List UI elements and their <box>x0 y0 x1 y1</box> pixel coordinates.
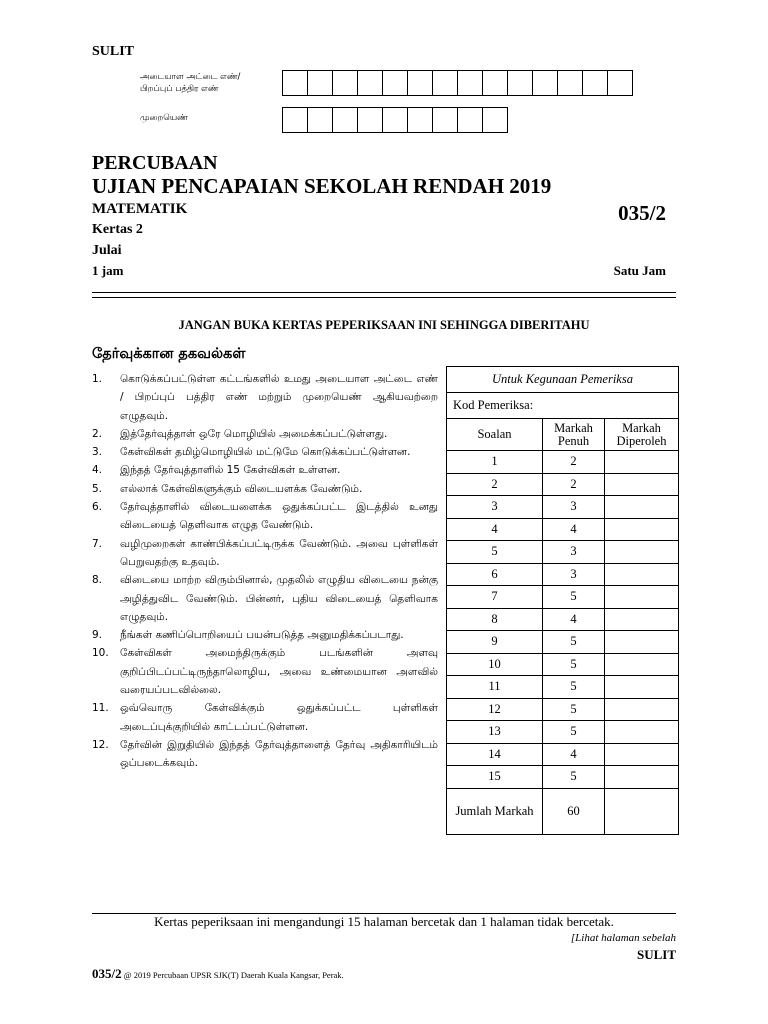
index-number-label: முறையெண் <box>140 113 188 123</box>
full-mark: 3 <box>543 496 605 519</box>
obtained-mark-cell[interactable] <box>605 743 679 766</box>
id-number-label-line1: அடையாள அட்டை எண்/ <box>140 72 241 82</box>
full-mark: 4 <box>543 608 605 631</box>
mark-row <box>447 608 679 631</box>
footer-copyright <box>92 966 344 982</box>
instruction-text: தேர்வின் இறுதியில் இந்தத் தேர்வுத்தாளைத் தேர்வு அதிகாரியிடம் ஒப்படைக்கவும். <box>120 738 438 770</box>
mark-row <box>447 451 679 474</box>
obtained-mark-cell[interactable] <box>605 698 679 721</box>
index-number-box[interactable] <box>282 107 308 133</box>
id-number-box[interactable] <box>457 70 483 96</box>
question-number: 3 <box>447 496 543 519</box>
id-number-box[interactable] <box>407 70 433 96</box>
mark-row <box>447 676 679 699</box>
question-number: 7 <box>447 586 543 609</box>
id-number-box[interactable] <box>507 70 533 96</box>
id-number-box[interactable] <box>532 70 558 96</box>
mark-row <box>447 721 679 744</box>
instruction-text: இந்தத் தேர்வுத்தாளில் 15 கேள்விகள் உள்ளன. <box>120 464 341 477</box>
instruction-number: 12. <box>92 738 109 751</box>
total-label: Jumlah Markah <box>447 788 543 834</box>
divider-bottom <box>92 297 676 298</box>
instruction-text: கேள்விகள் அமைந்திருக்கும் படங்களின் அளவு குறிப்பிடப்பட்டிருந்தாலொழிய, அவை உண்மையான அளவில் வரையப்படவில்லை. <box>120 647 438 697</box>
instruction-number: 9. <box>92 629 103 642</box>
full-mark: 4 <box>543 743 605 766</box>
paper-code: 035/2 <box>618 201 666 225</box>
instruction-number: 3. <box>92 446 103 459</box>
instruction-text: எல்லாக் கேள்விகளுக்கும் விடையளக்க வேண்டும். <box>120 482 363 495</box>
instruction-number: 11. <box>92 702 109 715</box>
instruction-item <box>92 535 438 572</box>
index-number-box[interactable] <box>432 107 458 133</box>
instruction-text: கொடுக்கப்பட்டுள்ள கட்டங்களில் உமது அடையாள அட்டை எண் / பிறப்புப் பத்திர எண் மற்றும் முறையெண் ஆகியவற்றை எழுதவும். <box>120 373 438 422</box>
question-number: 15 <box>447 766 543 789</box>
col-header-markah-diperoleh-line1: Markah <box>622 420 661 435</box>
question-number: 1 <box>447 451 543 474</box>
obtained-mark-cell[interactable] <box>605 473 679 496</box>
instruction-item <box>92 461 438 479</box>
copyright-text: @ 2019 Percubaan UPSR SJK(T) Daerah Kuala Kangsar, Perak. <box>123 970 344 980</box>
instruction-number: 2. <box>92 427 103 440</box>
col-header-markah-penuh-line1: Markah <box>554 420 593 435</box>
full-mark: 2 <box>543 451 605 474</box>
obtained-mark-cell[interactable] <box>605 563 679 586</box>
obtained-mark-cell[interactable] <box>605 721 679 744</box>
obtained-mark-cell[interactable] <box>605 586 679 609</box>
instruction-number: 1. <box>92 373 103 385</box>
exam-month: Julai <box>92 243 122 258</box>
id-number-boxes[interactable] <box>283 70 633 96</box>
mark-row <box>447 563 679 586</box>
index-number-box[interactable] <box>332 107 358 133</box>
id-number-box[interactable] <box>332 70 358 96</box>
id-number-box[interactable] <box>557 70 583 96</box>
question-number: 4 <box>447 518 543 541</box>
instruction-text: வழிமுறைகள் காண்பிக்கப்பட்டிருக்க வேண்டும். அவை புள்ளிகள் பெறுவதற்கு உதவும். <box>120 537 438 568</box>
instruction-item <box>92 626 438 644</box>
mark-row <box>447 653 679 676</box>
instruction-item <box>92 480 438 498</box>
instruction-text: நீங்கள் கணிப்பொறியைப் பயன்படுத்த அனுமதிக்கப்படாது. <box>120 629 404 642</box>
instruction-text: ஒவ்வொரு கேள்விக்கும் ஒதுக்கப்பட்ட புள்ளிகள் அடைப்புக்குறியில் காட்டப்பட்டுள்ளன. <box>120 702 438 733</box>
divider-top <box>92 292 676 293</box>
instruction-item <box>92 498 438 535</box>
full-mark: 5 <box>543 586 605 609</box>
question-number: 5 <box>447 541 543 564</box>
question-number: 6 <box>447 563 543 586</box>
col-header-soalan: Soalan <box>447 419 543 451</box>
mark-row <box>447 496 679 519</box>
instruction-item <box>92 443 438 461</box>
instruction-text: கேள்விகள் தமிழ்மொழியில் மட்டுமே கொடுக்கப்பட்டுள்ளன. <box>120 446 411 459</box>
col-header-markah-penuh-line2: Penuh <box>557 433 590 448</box>
total-value: 60 <box>543 788 605 834</box>
full-mark: 4 <box>543 518 605 541</box>
obtained-mark-cell[interactable] <box>605 541 679 564</box>
full-mark: 5 <box>543 698 605 721</box>
instruction-item <box>92 425 438 443</box>
id-number-box[interactable] <box>307 70 333 96</box>
id-number-box[interactable] <box>432 70 458 96</box>
obtained-mark-cell[interactable] <box>605 608 679 631</box>
question-number: 9 <box>447 631 543 654</box>
index-number-boxes[interactable] <box>283 107 508 133</box>
full-mark: 3 <box>543 563 605 586</box>
question-number: 11 <box>447 676 543 699</box>
mark-row <box>447 541 679 564</box>
mark-row <box>447 586 679 609</box>
instruction-number: 7. <box>92 537 103 550</box>
instruction-number: 6. <box>92 501 103 514</box>
full-mark: 5 <box>543 653 605 676</box>
mark-row <box>447 766 679 789</box>
col-header-markah-diperoleh-line2: Diperoleh <box>616 433 667 448</box>
question-number: 12 <box>447 698 543 721</box>
mark-row <box>447 743 679 766</box>
classification-bottom: SULIT <box>636 947 676 962</box>
id-number-box[interactable] <box>357 70 383 96</box>
full-mark: 5 <box>543 766 605 789</box>
index-number-box[interactable] <box>407 107 433 133</box>
full-mark: 5 <box>543 721 605 744</box>
question-number: 2 <box>447 473 543 496</box>
duration-malay: Satu Jam <box>613 263 666 278</box>
instruction-number: 10. <box>92 647 109 660</box>
obtained-mark-cell[interactable] <box>605 496 679 519</box>
classification-top: SULIT <box>92 44 135 59</box>
instruction-item <box>92 370 438 425</box>
instruction-text: இத்தேர்வுத்தாள் ஒரே மொழியில் அமைக்கப்பட்டுள்ளது. <box>120 427 388 440</box>
duration: 1 jam <box>92 263 124 278</box>
instructions-heading: தேர்வுக்கான தகவல்கள் <box>92 346 246 362</box>
full-mark: 5 <box>543 631 605 654</box>
index-number-box[interactable] <box>482 107 508 133</box>
title-percubaan: PERCUBAAN <box>92 152 218 174</box>
index-number-box[interactable] <box>382 107 408 133</box>
mark-row <box>447 473 679 496</box>
examiner-code-field[interactable]: Kod Pemeriksa: <box>447 393 679 419</box>
full-mark: 2 <box>543 473 605 496</box>
id-number-box[interactable] <box>582 70 608 96</box>
mark-row <box>447 698 679 721</box>
index-number-box[interactable] <box>457 107 483 133</box>
instruction-item <box>92 644 438 699</box>
id-number-label <box>140 71 240 95</box>
instruction-item <box>92 571 438 626</box>
question-number: 14 <box>447 743 543 766</box>
full-mark: 3 <box>543 541 605 564</box>
instruction-number: 5. <box>92 482 103 495</box>
page-count-note: Kertas peperiksaan ini mengandungi 15 halaman bercetak dan 1 halaman tidak bercetak. <box>154 914 614 929</box>
mark-row <box>447 518 679 541</box>
obtained-mark-cell[interactable] <box>605 676 679 699</box>
instruction-item <box>92 736 438 773</box>
question-number: 10 <box>447 653 543 676</box>
obtained-mark-cell[interactable] <box>605 518 679 541</box>
subject: MATEMATIK <box>92 201 188 217</box>
do-not-open-warning: JANGAN BUKA KERTAS PEPERIKSAAN INI SEHINGGA DIBERITAHU <box>178 318 590 332</box>
paper-number: Kertas 2 <box>92 222 143 237</box>
obtained-mark-cell[interactable] <box>605 653 679 676</box>
index-number-box[interactable] <box>357 107 383 133</box>
instruction-number: 8. <box>92 574 103 587</box>
obtained-mark-cell[interactable] <box>605 451 679 474</box>
instruction-number: 4. <box>92 464 103 477</box>
mark-row <box>447 631 679 654</box>
instruction-item <box>92 699 438 736</box>
id-number-box[interactable] <box>482 70 508 96</box>
obtained-mark-cell[interactable] <box>605 631 679 654</box>
id-number-box[interactable] <box>607 70 633 96</box>
title-exam: UJIAN PENCAPAIAN SEKOLAH RENDAH 2019 <box>92 174 552 198</box>
examiner-mark-table <box>446 366 679 835</box>
instructions-list <box>92 370 438 773</box>
full-mark: 5 <box>543 676 605 699</box>
id-number-box[interactable] <box>282 70 308 96</box>
id-number-box[interactable] <box>382 70 408 96</box>
footer-paper-code: 035/2 <box>92 966 122 981</box>
id-number-label-line2: பிறப்புப் பத்திர எண் <box>140 84 219 94</box>
index-number-box[interactable] <box>307 107 333 133</box>
instruction-text: விடையை மாற்ற விரும்பினால், முதலில் எழுதிய விடையை நன்கு அழித்துவிட வேண்டும். பின்னர், புதிய விடையைத் தெளிவாக எழுதவும். <box>120 574 438 623</box>
col-header-markah-diperoleh <box>605 419 679 451</box>
question-number: 13 <box>447 721 543 744</box>
col-header-markah-penuh <box>543 419 605 451</box>
question-number: 8 <box>447 608 543 631</box>
instruction-text: தேர்வுத்தாளில் விடையளைக்க ஒதுக்கப்பட்ட இடத்தில் உனது விடையைத் தெளிவாக எழுத வேண்டும். <box>120 501 438 532</box>
obtained-mark-cell[interactable] <box>605 766 679 789</box>
total-obtained-cell[interactable] <box>605 788 679 834</box>
examiner-table-title: Untuk Kegunaan Pemeriksa <box>447 367 679 393</box>
see-next-page: [Lihat halaman sebelah <box>570 932 676 944</box>
